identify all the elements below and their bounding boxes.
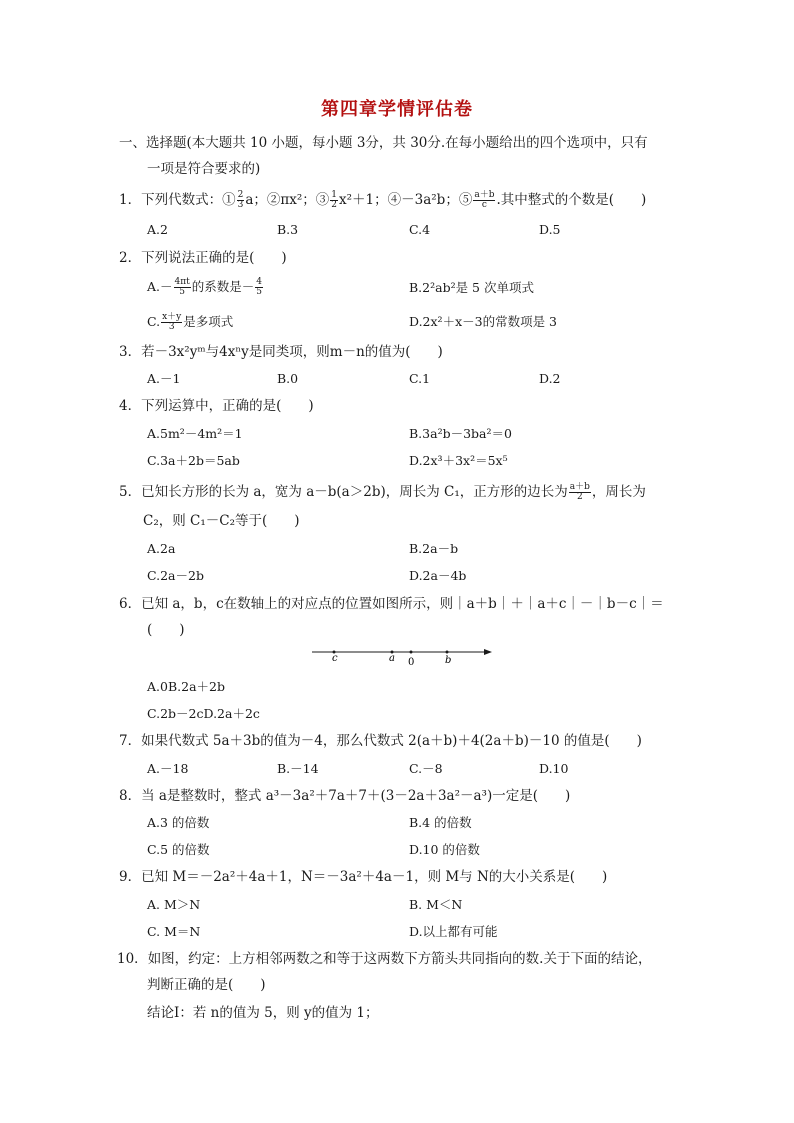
question-stem: x²＋1；④－3a²b；⑤	[339, 192, 473, 208]
option-text: C.	[147, 314, 161, 329]
question-stem: 下列运算中，正确的是( )	[141, 398, 314, 414]
question-stem: 如果代数式 5a＋3b的值为－4，那么代数式 2(a＋b)＋4(2a＋b)－10 的值是( )	[141, 733, 642, 749]
fraction-denominator: 5	[256, 287, 263, 297]
question-10-cont: 判断正确的是( )	[147, 977, 266, 993]
question-number: 4．	[119, 398, 142, 414]
question-stem: 已知 M＝－2a²＋4a＋1，N＝－3a²＋4a－1，则 M与 N的大小关系是( )	[141, 869, 608, 885]
option-a: A.－18	[147, 761, 189, 776]
option-a: A.3 的倍数	[147, 815, 210, 830]
question-number: 2．	[119, 250, 142, 266]
question-5-cont: C₂，则 C₁－C₂等于( )	[143, 513, 300, 529]
option-d: D.2a－4b	[409, 568, 467, 583]
question-number: 10．	[117, 951, 148, 967]
question-10	[117, 950, 651, 968]
question-number: 7．	[119, 733, 142, 749]
option-b: B. M＜N	[409, 897, 463, 912]
option-a: A.2a	[147, 541, 176, 556]
question-1	[119, 191, 646, 210]
fraction-numerator: 4πt	[174, 277, 190, 287]
option-c: C.1	[409, 371, 431, 386]
question-stem: .其中整式的个数是( )	[496, 192, 647, 208]
question-stem: 下列代数式：①	[141, 192, 236, 208]
label-b: b	[445, 655, 452, 666]
label-a: a	[389, 653, 395, 664]
option-a: A.5m²－4m²＝1	[147, 426, 243, 441]
fraction-numerator: x＋y	[162, 312, 182, 322]
section-heading: 一、选择题(本大题共 10 小题，每小题 3分，共 30分.在每小题给出的四个选项中，只有	[119, 135, 648, 151]
option-a: A.－1	[147, 371, 181, 386]
question-9	[119, 868, 607, 886]
option-b: B.2a－b	[409, 541, 459, 556]
option-d: D.5	[539, 222, 561, 237]
option-a: A.2	[147, 222, 168, 237]
question-number: 8．	[119, 788, 142, 804]
fraction-denominator: 5	[179, 287, 186, 297]
option-c: C.3a＋2b＝5ab	[147, 453, 240, 468]
fraction	[569, 483, 591, 502]
option-c: C. M＝N	[147, 924, 201, 939]
option-c	[147, 313, 233, 332]
number-line-figure	[312, 644, 492, 674]
fraction-numerator: 2	[237, 190, 244, 200]
option-d: D.2x²＋x－3的常数项是 3	[409, 314, 557, 329]
question-stem: 已知 a，b，c在数轴上的对应点的位置如图所示，则｜a＋b｜＋｜a＋c｜－｜b－c｜＝	[141, 596, 664, 612]
fraction-numerator: a＋b	[569, 482, 590, 492]
option-d: D.2	[539, 371, 561, 386]
question-stem: 若－3x²yᵐ与4xⁿy是同类项，则m－n的值为( )	[141, 344, 443, 360]
section-heading-cont: 一项是符合要求的)	[147, 161, 261, 177]
option-b: B.－14	[277, 761, 319, 776]
option-b: B.3	[277, 222, 299, 237]
label-c: c	[332, 653, 338, 664]
conclusion-1: 结论Ⅰ：若 n的值为 5，则 y的值为 1；	[147, 1005, 379, 1021]
fraction	[161, 313, 182, 332]
fraction	[174, 278, 191, 297]
fraction-denominator: 2	[576, 492, 583, 502]
option-d: D.以上都有可能	[409, 924, 498, 939]
option-c: C.5 的倍数	[147, 842, 210, 857]
option-c: C.2a－2b	[147, 568, 204, 583]
question-stem: ，周长为	[591, 484, 646, 500]
option-b: B.3a²b－3ba²＝0	[409, 426, 512, 441]
option-b: B.2²ab²是 5 次单项式	[409, 280, 534, 295]
question-stem: 当 a是整数时，整式 a³－3a²＋7a＋7＋(3－2a＋3a²－a³)一定是( )	[141, 788, 571, 804]
question-2	[119, 249, 287, 267]
question-8	[119, 787, 570, 805]
question-7	[119, 732, 642, 750]
question-stem: 已知长方形的长为 a，宽为 a－b(a＞2b)，周长为 C₁，正方形的边长为	[141, 484, 568, 500]
question-stem: 下列说法正确的是( )	[141, 250, 287, 266]
question-5	[119, 483, 646, 502]
question-stem: 如图，约定：上方相邻两数之和等于这两数下方箭头共同指向的数.关于下面的结论，	[147, 951, 652, 967]
fraction	[237, 191, 245, 210]
point-zero	[410, 651, 413, 654]
fraction	[473, 191, 495, 210]
option-b: B.4 的倍数	[409, 815, 472, 830]
fraction-numerator: 4	[256, 277, 263, 287]
option-c: C.－8	[409, 761, 443, 776]
question-number: 5．	[119, 484, 142, 500]
option-a: A. M＞N	[147, 897, 201, 912]
fraction-numerator: 1	[331, 190, 338, 200]
option-text: A.－	[147, 279, 173, 294]
option-text: 是多项式	[183, 314, 234, 329]
fraction	[255, 278, 263, 297]
fraction-denominator: 3	[237, 200, 244, 210]
question-number: 3．	[119, 344, 142, 360]
option-c: C.4	[409, 222, 431, 237]
number-line-arrow	[484, 649, 492, 655]
option-cd: C.2b－2cD.2a＋2c	[147, 706, 260, 721]
question-number: 6．	[119, 596, 142, 612]
fraction-denominator: 2	[331, 200, 338, 210]
label-zero: 0	[408, 657, 415, 668]
question-stem: a；②πx²；③	[245, 192, 330, 208]
fraction	[330, 191, 338, 210]
option-b: B.0	[277, 371, 299, 386]
question-3	[119, 343, 443, 361]
option-a	[147, 278, 264, 297]
page-title: 第四章学情评估卷	[321, 99, 473, 120]
fraction-numerator: a＋b	[474, 190, 495, 200]
fraction-denominator: c	[481, 200, 487, 210]
question-6-cont: ( )	[147, 622, 185, 638]
option-d: D.10	[539, 761, 569, 776]
option-d: D.10 的倍数	[409, 842, 480, 857]
fraction-denominator: 3	[168, 322, 175, 332]
option-d: D.2x³＋3x²＝5x⁵	[409, 453, 508, 468]
question-number: 1．	[119, 192, 142, 208]
option-ab: A.0B.2a＋2b	[147, 679, 225, 694]
question-4	[119, 397, 314, 415]
question-6	[119, 595, 664, 613]
point-b	[446, 651, 449, 654]
option-text: 的系数是－	[191, 279, 255, 294]
question-number: 9．	[119, 869, 142, 885]
